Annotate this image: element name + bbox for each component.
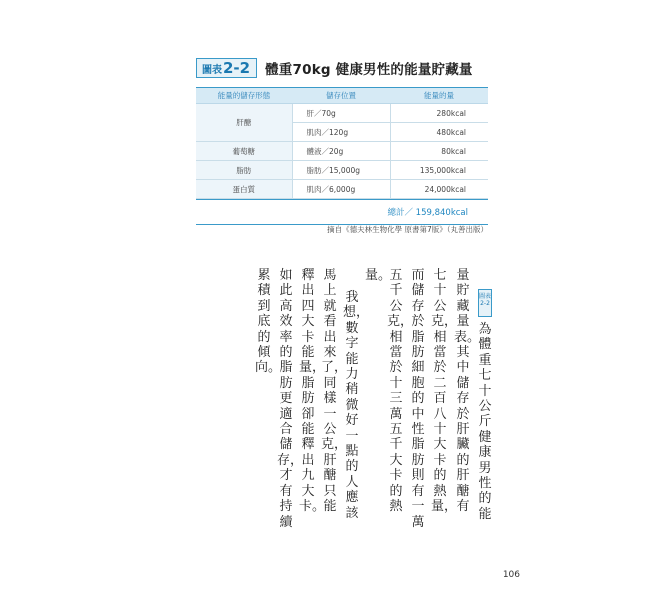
page-number: 106 xyxy=(502,570,520,580)
text-column: 為體重七十公斤健康男性的能 xyxy=(478,322,492,522)
cell-amount: 80kcal xyxy=(390,142,488,161)
table-total: 總計／ 159,840kcal xyxy=(196,199,488,225)
figure-header xyxy=(196,58,473,78)
text-column: 累積到底的傾向。 xyxy=(255,268,282,376)
text-column: 如此高效率的脂肪更適合儲存，才有持續 xyxy=(277,268,304,530)
text-column: 量貯藏量表。其中儲存於肝臟的肝醣有 xyxy=(454,268,481,515)
table-row xyxy=(196,180,488,199)
text-column: 而儲存於脂肪細胞的中性脂肪則有一萬 xyxy=(411,268,425,530)
cell-type: 脂肪 xyxy=(196,161,292,180)
cell-type: 肝醣 xyxy=(196,104,292,142)
text-column: 七十公克，相當於二百八十大卡的熱量， xyxy=(431,268,458,515)
column-header-amount: 能量的量 xyxy=(390,88,488,104)
cell-type: 葡萄糖 xyxy=(196,142,292,161)
table-row xyxy=(196,104,488,123)
energy-table-container xyxy=(196,87,488,225)
cell-location: 肌肉／120g xyxy=(292,123,390,142)
figure-tag-number: 2-2 xyxy=(223,59,251,77)
table-row xyxy=(196,161,488,180)
cell-amount: 280kcal xyxy=(390,104,488,123)
figure-title: 體重70kg 健康男性的能量貯藏量 xyxy=(265,62,473,78)
energy-table xyxy=(196,87,488,199)
cell-amount: 480kcal xyxy=(390,123,488,142)
figure-tag-word: 圖表 xyxy=(202,64,222,76)
text-column: 馬上就看出來了，同樣一公克，肝醣只能 xyxy=(321,268,348,515)
table-row xyxy=(196,142,488,161)
badge-number: 2-2 xyxy=(480,300,490,307)
badge-word: 圖表 xyxy=(479,293,492,300)
cell-location: 體液／20g xyxy=(292,142,390,161)
text-column: 釋出四大卡能量，脂肪卻能釋出九大卡。 xyxy=(299,268,326,515)
cell-type: 蛋白質 xyxy=(196,180,292,199)
cell-location: 脂肪／15,000g xyxy=(292,161,390,180)
figure-source-citation: 摘自《德夫林生物化學 原書第7版》（丸善出版） xyxy=(327,225,488,234)
cell-location: 肝／70g xyxy=(292,104,390,123)
cell-amount: 24,000kcal xyxy=(390,180,488,199)
table-header-row xyxy=(196,88,488,104)
figure-reference-badge xyxy=(478,289,492,317)
text-column: 五千公克，相當於十三萬五千大卡的熱 xyxy=(387,268,414,515)
column-header-location: 儲存位置 xyxy=(292,88,390,104)
cell-location: 肌肉／6,000g xyxy=(292,180,390,199)
column-header-type: 能量的儲存形態 xyxy=(196,88,292,104)
cell-amount: 135,000kcal xyxy=(390,161,488,180)
text-column: 我想，數字能力稍微好一點的人應該 xyxy=(343,290,370,521)
figure-tag xyxy=(196,58,257,78)
text-column: 量。 xyxy=(365,268,392,283)
